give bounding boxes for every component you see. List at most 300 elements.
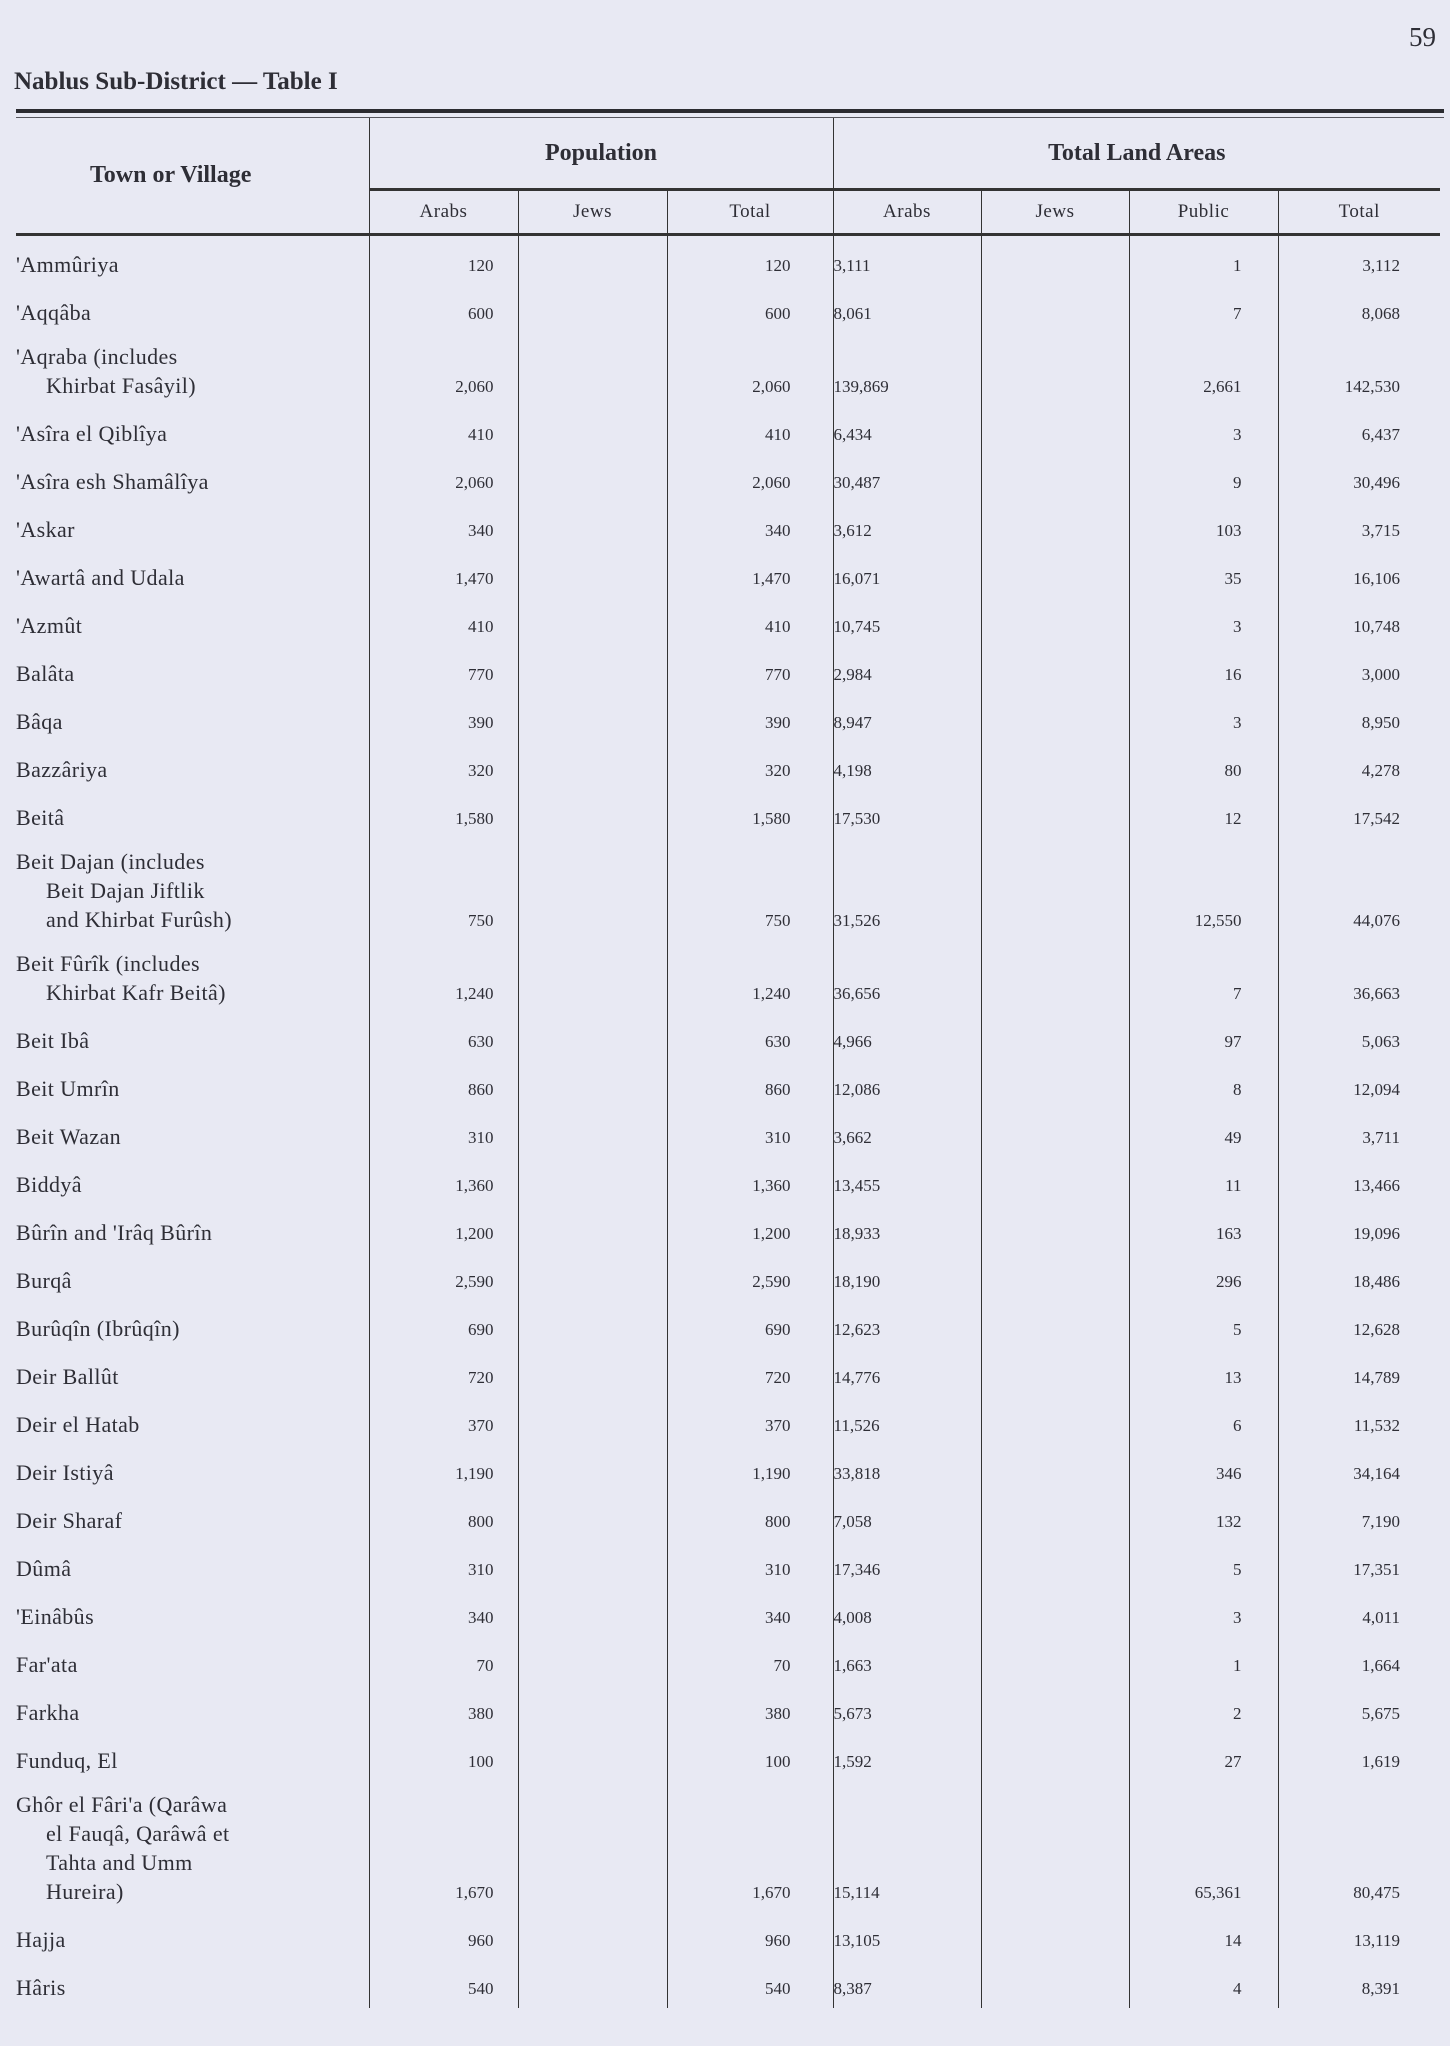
land-total-cell: 8,391 <box>1278 1960 1440 2008</box>
town-name-cell <box>16 1637 369 1685</box>
pop-jews-cell <box>518 1061 667 1109</box>
town-name-cell <box>16 1960 369 2008</box>
land-total-cell: 19,096 <box>1278 1205 1440 1253</box>
town-name-cell <box>16 1733 369 1781</box>
pop-jews-cell <box>518 1253 667 1301</box>
land-public-cell: 3 <box>1129 694 1278 742</box>
pop-jews-cell <box>518 940 667 1013</box>
town-name-cell <box>16 1781 369 1912</box>
pop-jews-cell <box>518 1589 667 1637</box>
town-name: 'Azmût <box>16 613 83 638</box>
pop-jews-cell <box>518 235 667 286</box>
header-land-areas: Total Land Areas <box>833 118 1440 190</box>
table-row <box>16 285 1440 333</box>
town-name: Deir Ballût <box>16 1364 119 1389</box>
town-name-cell <box>16 1157 369 1205</box>
pop-jews-cell <box>518 838 667 940</box>
land-public-cell: 163 <box>1129 1205 1278 1253</box>
land-public-cell: 3 <box>1129 1589 1278 1637</box>
land-arabs-cell: 4,966 <box>833 1013 981 1061</box>
town-name: Bâqa <box>16 709 63 734</box>
table-title: Nablus Sub-District — Table I <box>14 68 338 95</box>
pop-arabs-cell: 1,360 <box>369 1157 518 1205</box>
land-public-cell: 1 <box>1129 235 1278 286</box>
pop-arabs-cell: 390 <box>369 694 518 742</box>
land-jews-cell <box>981 790 1129 838</box>
land-total-cell: 13,466 <box>1278 1157 1440 1205</box>
land-jews-cell <box>981 646 1129 694</box>
table-row <box>16 454 1440 502</box>
land-arabs-cell: 15,114 <box>833 1781 981 1912</box>
land-arabs-cell: 18,190 <box>833 1253 981 1301</box>
town-name: Deir Sharaf <box>16 1508 123 1533</box>
town-name: Beit Wazan <box>16 1124 122 1149</box>
town-name-cell <box>16 1109 369 1157</box>
town-name: Tahta and Umm <box>46 1850 193 1875</box>
land-jews-cell <box>981 406 1129 454</box>
land-jews-cell <box>981 1912 1129 1960</box>
land-public-cell: 5 <box>1129 1301 1278 1349</box>
land-total-cell: 3,000 <box>1278 646 1440 694</box>
town-name: Bûrîn and 'Irâq Bûrîn <box>16 1220 213 1245</box>
town-name-cell <box>16 1301 369 1349</box>
land-public-cell: 7 <box>1129 940 1278 1013</box>
pop-jews-cell <box>518 1781 667 1912</box>
land-total-cell: 34,164 <box>1278 1445 1440 1493</box>
land-public-cell: 6 <box>1129 1397 1278 1445</box>
town-name: 'Einâbûs <box>16 1604 95 1629</box>
land-jews-cell <box>981 454 1129 502</box>
table-row <box>16 235 1440 286</box>
land-public-cell: 80 <box>1129 742 1278 790</box>
land-arabs-cell: 30,487 <box>833 454 981 502</box>
table-row <box>16 1301 1440 1349</box>
pop-arabs-cell: 310 <box>369 1109 518 1157</box>
pop-total-cell: 320 <box>667 742 833 790</box>
land-total-cell: 36,663 <box>1278 940 1440 1013</box>
pop-arabs-cell: 600 <box>369 285 518 333</box>
table-row <box>16 1541 1440 1589</box>
pop-arabs-cell: 750 <box>369 838 518 940</box>
pop-jews-cell <box>518 1912 667 1960</box>
land-public-cell: 2 <box>1129 1685 1278 1733</box>
pop-total-cell: 1,190 <box>667 1445 833 1493</box>
pop-jews-cell <box>518 454 667 502</box>
land-jews-cell <box>981 1637 1129 1685</box>
town-name-cell <box>16 940 369 1013</box>
land-total-cell: 8,950 <box>1278 694 1440 742</box>
town-name-cell <box>16 333 369 406</box>
header-pop-total: Total <box>667 190 833 235</box>
table-row <box>16 598 1440 646</box>
land-arabs-cell: 13,105 <box>833 1912 981 1960</box>
land-arabs-cell: 33,818 <box>833 1445 981 1493</box>
table-row <box>16 550 1440 598</box>
town-name: Beit Fûrîk (includes <box>16 951 200 976</box>
pop-arabs-cell: 70 <box>369 1637 518 1685</box>
land-total-cell: 11,532 <box>1278 1397 1440 1445</box>
pop-jews-cell <box>518 502 667 550</box>
town-name-cell <box>16 598 369 646</box>
land-arabs-cell: 12,086 <box>833 1061 981 1109</box>
land-jews-cell <box>981 235 1129 286</box>
pop-arabs-cell: 770 <box>369 646 518 694</box>
top-rule <box>16 109 1444 113</box>
pop-total-cell: 380 <box>667 1685 833 1733</box>
land-arabs-cell: 18,933 <box>833 1205 981 1253</box>
pop-arabs-cell: 630 <box>369 1013 518 1061</box>
header-land-jews: Jews <box>981 190 1129 235</box>
town-name: Biddyâ <box>16 1172 82 1197</box>
land-jews-cell <box>981 742 1129 790</box>
town-name-cell <box>16 646 369 694</box>
land-public-cell: 5 <box>1129 1541 1278 1589</box>
town-name: 'Awartâ and Udala <box>16 565 185 590</box>
table-row <box>16 838 1440 940</box>
pop-jews-cell <box>518 646 667 694</box>
land-arabs-cell: 6,434 <box>833 406 981 454</box>
town-name: Far'ata <box>16 1652 78 1677</box>
land-public-cell: 97 <box>1129 1013 1278 1061</box>
pop-arabs-cell: 340 <box>369 1589 518 1637</box>
header-land-public: Public <box>1129 190 1278 235</box>
table-row <box>16 1912 1440 1960</box>
land-jews-cell <box>981 1960 1129 2008</box>
land-arabs-cell: 7,058 <box>833 1493 981 1541</box>
town-name-cell <box>16 550 369 598</box>
town-name-cell <box>16 1685 369 1733</box>
pop-arabs-cell: 380 <box>369 1685 518 1733</box>
land-jews-cell <box>981 1157 1129 1205</box>
land-jews-cell <box>981 1781 1129 1912</box>
land-public-cell: 11 <box>1129 1157 1278 1205</box>
pop-jews-cell <box>518 598 667 646</box>
table-row <box>16 1013 1440 1061</box>
population-land-table <box>16 118 1440 2008</box>
town-name: Deir el Hatab <box>16 1412 140 1437</box>
town-name: Beit Dajan Jiftlik <box>46 878 205 903</box>
land-total-cell: 5,063 <box>1278 1013 1440 1061</box>
town-name: Hureira) <box>46 1879 124 1904</box>
land-total-cell: 3,715 <box>1278 502 1440 550</box>
land-total-cell: 1,619 <box>1278 1733 1440 1781</box>
header-land-total: Total <box>1278 190 1440 235</box>
pop-total-cell: 120 <box>667 235 833 286</box>
table-row <box>16 1733 1440 1781</box>
table-row <box>16 1397 1440 1445</box>
town-name-cell <box>16 235 369 286</box>
land-arabs-cell: 14,776 <box>833 1349 981 1397</box>
pop-jews-cell <box>518 1157 667 1205</box>
pop-total-cell: 800 <box>667 1493 833 1541</box>
land-jews-cell <box>981 1205 1129 1253</box>
land-arabs-cell: 1,592 <box>833 1733 981 1781</box>
town-name: el Fauqâ, Qarâwâ et <box>46 1821 230 1846</box>
table-row <box>16 1205 1440 1253</box>
land-arabs-cell: 12,623 <box>833 1301 981 1349</box>
town-name: Beitâ <box>16 805 65 830</box>
town-name-cell <box>16 1445 369 1493</box>
town-name-cell <box>16 1912 369 1960</box>
pop-jews-cell <box>518 285 667 333</box>
pop-arabs-cell: 410 <box>369 598 518 646</box>
town-name: 'Askar <box>16 517 75 542</box>
town-name: Dûmâ <box>16 1556 72 1581</box>
pop-arabs-cell: 1,670 <box>369 1781 518 1912</box>
land-jews-cell <box>981 1253 1129 1301</box>
town-name: 'Asîra el Qiblîya <box>16 421 168 446</box>
pop-total-cell: 720 <box>667 1349 833 1397</box>
header-pop-jews: Jews <box>518 190 667 235</box>
town-name: Beit Umrîn <box>16 1076 120 1101</box>
town-name: Farkha <box>16 1700 80 1725</box>
pop-arabs-cell: 310 <box>369 1541 518 1589</box>
town-name: Khirbat Fasâyil) <box>46 373 196 398</box>
land-jews-cell <box>981 838 1129 940</box>
table-row <box>16 742 1440 790</box>
land-jews-cell <box>981 1541 1129 1589</box>
pop-total-cell: 410 <box>667 406 833 454</box>
town-name-cell <box>16 406 369 454</box>
land-arabs-cell: 3,612 <box>833 502 981 550</box>
land-total-cell: 142,530 <box>1278 333 1440 406</box>
pop-arabs-cell: 800 <box>369 1493 518 1541</box>
land-arabs-cell: 8,387 <box>833 1960 981 2008</box>
land-total-cell: 13,119 <box>1278 1912 1440 1960</box>
land-jews-cell <box>981 694 1129 742</box>
land-jews-cell <box>981 1349 1129 1397</box>
pop-jews-cell <box>518 406 667 454</box>
land-total-cell: 44,076 <box>1278 838 1440 940</box>
town-name-cell <box>16 1013 369 1061</box>
town-name-cell <box>16 694 369 742</box>
land-jews-cell <box>981 333 1129 406</box>
land-total-cell: 12,628 <box>1278 1301 1440 1349</box>
land-public-cell: 7 <box>1129 285 1278 333</box>
land-arabs-cell: 11,526 <box>833 1397 981 1445</box>
pop-total-cell: 340 <box>667 1589 833 1637</box>
land-jews-cell <box>981 1013 1129 1061</box>
table-row <box>16 646 1440 694</box>
land-total-cell: 17,351 <box>1278 1541 1440 1589</box>
land-arabs-cell: 8,061 <box>833 285 981 333</box>
land-public-cell: 2,661 <box>1129 333 1278 406</box>
town-name: Beit Dajan (includes <box>16 849 205 874</box>
table-row <box>16 1253 1440 1301</box>
land-arabs-cell: 31,526 <box>833 838 981 940</box>
land-jews-cell <box>981 1589 1129 1637</box>
town-name: Burûqîn (Ibrûqîn) <box>16 1316 180 1341</box>
land-total-cell: 7,190 <box>1278 1493 1440 1541</box>
town-name: Burqâ <box>16 1268 72 1293</box>
land-total-cell: 16,106 <box>1278 550 1440 598</box>
land-arabs-cell: 1,663 <box>833 1637 981 1685</box>
pop-arabs-cell: 370 <box>369 1397 518 1445</box>
land-total-cell: 1,664 <box>1278 1637 1440 1685</box>
land-total-cell: 80,475 <box>1278 1781 1440 1912</box>
land-total-cell: 3,112 <box>1278 235 1440 286</box>
land-jews-cell <box>981 1397 1129 1445</box>
land-public-cell: 12 <box>1129 790 1278 838</box>
town-name: Hâris <box>16 1975 66 2000</box>
land-total-cell: 10,748 <box>1278 598 1440 646</box>
land-jews-cell <box>981 1109 1129 1157</box>
land-public-cell: 49 <box>1129 1109 1278 1157</box>
pop-arabs-cell: 120 <box>369 235 518 286</box>
town-name-cell <box>16 1253 369 1301</box>
pop-jews-cell <box>518 790 667 838</box>
land-jews-cell <box>981 1733 1129 1781</box>
land-jews-cell <box>981 1301 1129 1349</box>
pop-total-cell: 860 <box>667 1061 833 1109</box>
pop-jews-cell <box>518 1013 667 1061</box>
town-name: Beit Ibâ <box>16 1028 90 1053</box>
town-name: 'Ammûriya <box>16 252 119 277</box>
land-arabs-cell: 10,745 <box>833 598 981 646</box>
table-row <box>16 940 1440 1013</box>
pop-total-cell: 630 <box>667 1013 833 1061</box>
town-name-cell <box>16 1061 369 1109</box>
table-row <box>16 1685 1440 1733</box>
town-name: 'Aqraba (includes <box>16 344 178 369</box>
land-public-cell: 3 <box>1129 406 1278 454</box>
pop-total-cell: 540 <box>667 1960 833 2008</box>
pop-total-cell: 2,590 <box>667 1253 833 1301</box>
land-total-cell: 3,711 <box>1278 1109 1440 1157</box>
land-jews-cell <box>981 1685 1129 1733</box>
table-row <box>16 1637 1440 1685</box>
table-row <box>16 406 1440 454</box>
land-total-cell: 30,496 <box>1278 454 1440 502</box>
pop-total-cell: 770 <box>667 646 833 694</box>
town-name-cell <box>16 454 369 502</box>
pop-total-cell: 1,240 <box>667 940 833 1013</box>
land-public-cell: 3 <box>1129 598 1278 646</box>
pop-jews-cell <box>518 1960 667 2008</box>
pop-total-cell: 960 <box>667 1912 833 1960</box>
town-name-cell <box>16 1205 369 1253</box>
pop-total-cell: 600 <box>667 285 833 333</box>
pop-jews-cell <box>518 1493 667 1541</box>
town-name: 'Asîra esh Shamâlîya <box>16 469 209 494</box>
land-total-cell: 14,789 <box>1278 1349 1440 1397</box>
land-public-cell: 14 <box>1129 1912 1278 1960</box>
pop-total-cell: 1,360 <box>667 1157 833 1205</box>
pop-total-cell: 310 <box>667 1541 833 1589</box>
town-name: Deir Istiyâ <box>16 1460 114 1485</box>
pop-arabs-cell: 690 <box>369 1301 518 1349</box>
town-name-cell <box>16 285 369 333</box>
land-arabs-cell: 3,111 <box>833 235 981 286</box>
pop-total-cell: 100 <box>667 1733 833 1781</box>
pop-jews-cell <box>518 1541 667 1589</box>
pop-arabs-cell: 320 <box>369 742 518 790</box>
pop-arabs-cell: 720 <box>369 1349 518 1397</box>
land-total-cell: 5,675 <box>1278 1685 1440 1733</box>
land-total-cell: 4,278 <box>1278 742 1440 790</box>
table-row <box>16 502 1440 550</box>
land-public-cell: 27 <box>1129 1733 1278 1781</box>
land-public-cell: 8 <box>1129 1061 1278 1109</box>
land-arabs-cell: 5,673 <box>833 1685 981 1733</box>
pop-jews-cell <box>518 1349 667 1397</box>
table-row <box>16 1109 1440 1157</box>
table-row <box>16 790 1440 838</box>
pop-total-cell: 690 <box>667 1301 833 1349</box>
land-arabs-cell: 36,656 <box>833 940 981 1013</box>
land-arabs-cell: 4,198 <box>833 742 981 790</box>
town-name: Funduq, El <box>16 1748 118 1773</box>
land-jews-cell <box>981 550 1129 598</box>
pop-jews-cell <box>518 1301 667 1349</box>
land-public-cell: 296 <box>1129 1253 1278 1301</box>
land-jews-cell <box>981 285 1129 333</box>
pop-jews-cell <box>518 1637 667 1685</box>
table-row <box>16 333 1440 406</box>
town-name-cell <box>16 1589 369 1637</box>
pop-total-cell: 2,060 <box>667 454 833 502</box>
town-name-cell <box>16 1541 369 1589</box>
pop-arabs-cell: 2,060 <box>369 454 518 502</box>
pop-arabs-cell: 2,060 <box>369 333 518 406</box>
pop-jews-cell <box>518 742 667 790</box>
pop-arabs-cell: 1,470 <box>369 550 518 598</box>
pop-jews-cell <box>518 1445 667 1493</box>
table-row <box>16 1781 1440 1912</box>
town-name: Bazzâriya <box>16 757 108 782</box>
pop-jews-cell <box>518 694 667 742</box>
town-name: Ghôr el Fâri'a (Qarâwa <box>16 1792 228 1817</box>
pop-total-cell: 310 <box>667 1109 833 1157</box>
pop-total-cell: 1,470 <box>667 550 833 598</box>
land-public-cell: 35 <box>1129 550 1278 598</box>
header-town: Town or Village <box>16 118 369 235</box>
land-arabs-cell: 139,869 <box>833 333 981 406</box>
table-row <box>16 1960 1440 2008</box>
land-arabs-cell: 13,455 <box>833 1157 981 1205</box>
pop-total-cell: 390 <box>667 694 833 742</box>
pop-jews-cell <box>518 550 667 598</box>
pop-total-cell: 1,200 <box>667 1205 833 1253</box>
land-jews-cell <box>981 940 1129 1013</box>
pop-arabs-cell: 1,240 <box>369 940 518 1013</box>
pop-total-cell: 370 <box>667 1397 833 1445</box>
land-jews-cell <box>981 502 1129 550</box>
town-name-cell <box>16 1349 369 1397</box>
land-public-cell: 12,550 <box>1129 838 1278 940</box>
town-name-cell <box>16 790 369 838</box>
land-public-cell: 65,361 <box>1129 1781 1278 1912</box>
land-arabs-cell: 16,071 <box>833 550 981 598</box>
land-public-cell: 346 <box>1129 1445 1278 1493</box>
town-name-cell <box>16 1397 369 1445</box>
land-jews-cell <box>981 1445 1129 1493</box>
table-row <box>16 1589 1440 1637</box>
pop-jews-cell <box>518 1733 667 1781</box>
pop-arabs-cell: 860 <box>369 1061 518 1109</box>
pop-arabs-cell: 1,200 <box>369 1205 518 1253</box>
table-body <box>16 235 1440 2009</box>
table-row <box>16 1157 1440 1205</box>
town-name-cell <box>16 1493 369 1541</box>
pop-arabs-cell: 410 <box>369 406 518 454</box>
pop-total-cell: 1,580 <box>667 790 833 838</box>
land-public-cell: 16 <box>1129 646 1278 694</box>
pop-arabs-cell: 340 <box>369 502 518 550</box>
pop-total-cell: 340 <box>667 502 833 550</box>
pop-total-cell: 70 <box>667 1637 833 1685</box>
pop-jews-cell <box>518 333 667 406</box>
